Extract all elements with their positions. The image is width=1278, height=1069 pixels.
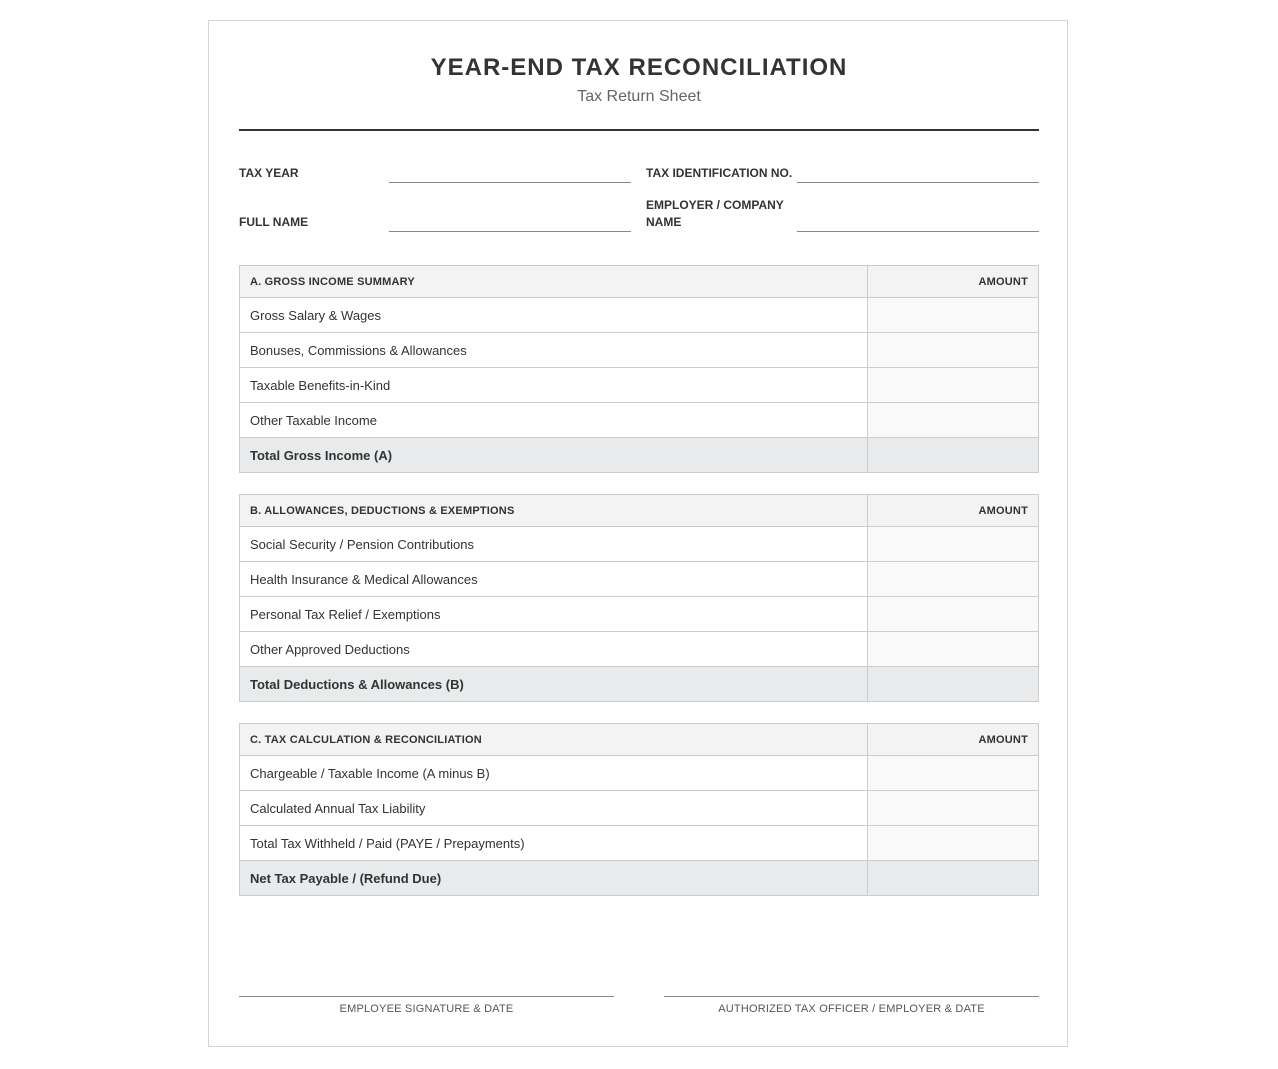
full-name-underline (389, 231, 631, 232)
employer-input[interactable] (797, 211, 1039, 231)
employer-label-line1: EMPLOYER / COMPANY (646, 198, 784, 212)
row-label: Bonuses, Commissions & Allowances (240, 333, 868, 368)
amount-input[interactable] (868, 298, 1038, 332)
section-header-row (240, 724, 1039, 756)
section-title: B. ALLOWANCES, DEDUCTIONS & EXEMPTIONS (240, 495, 868, 527)
employer-underline (797, 231, 1039, 232)
amount-input[interactable] (868, 597, 1038, 631)
amount-input[interactable] (868, 527, 1038, 561)
amount-cell (868, 403, 1039, 438)
amount-cell (868, 298, 1039, 333)
amount-column-header: AMOUNT (868, 266, 1039, 298)
row-label: Taxable Benefits-in-Kind (240, 368, 868, 403)
amount-input[interactable] (868, 562, 1038, 596)
table-row (240, 368, 1039, 403)
employee-signature-block[interactable] (239, 996, 614, 1015)
table-row (240, 756, 1039, 791)
tax-id-label: TAX IDENTIFICATION NO. (646, 166, 793, 180)
table-row (240, 826, 1039, 861)
table-row (240, 527, 1039, 562)
total-amount-cell (868, 438, 1039, 473)
document-subtitle: Tax Return Sheet (577, 88, 701, 105)
total-label: Total Gross Income (A) (240, 438, 868, 473)
table-row (240, 298, 1039, 333)
amount-input[interactable] (868, 403, 1038, 437)
employee-signature-label: EMPLOYEE SIGNATURE & DATE (339, 1003, 514, 1015)
officer-signature-block[interactable] (664, 996, 1039, 1015)
table-row (240, 333, 1039, 368)
deductions-table (239, 494, 1039, 702)
total-amount-input[interactable] (868, 861, 1038, 895)
row-label: Other Taxable Income (240, 403, 868, 438)
section-header-row (240, 266, 1039, 298)
table-row (240, 597, 1039, 632)
amount-cell (868, 791, 1039, 826)
tax-id-underline (797, 182, 1039, 183)
total-row (240, 667, 1039, 702)
tax-id-input[interactable] (797, 162, 1039, 182)
row-label: Personal Tax Relief / Exemptions (240, 597, 868, 632)
tax-year-input[interactable] (389, 162, 631, 182)
amount-cell (868, 333, 1039, 368)
amount-column-header: AMOUNT (868, 495, 1039, 527)
table-row (240, 403, 1039, 438)
amount-input[interactable] (868, 791, 1038, 825)
row-label: Health Insurance & Medical Allowances (240, 562, 868, 597)
document-title: YEAR-END TAX RECONCILIATION (430, 54, 848, 81)
total-amount-input[interactable] (868, 438, 1038, 472)
section-title: A. GROSS INCOME SUMMARY (240, 266, 868, 298)
amount-cell (868, 597, 1039, 632)
total-amount-input[interactable] (868, 667, 1038, 701)
employer-label (646, 197, 784, 231)
amount-cell (868, 368, 1039, 403)
officer-signature-label: AUTHORIZED TAX OFFICER / EMPLOYER & DATE (718, 1003, 985, 1015)
amount-input[interactable] (868, 632, 1038, 666)
sheet-content (239, 21, 1039, 1015)
section-title: C. TAX CALCULATION & RECONCILIATION (240, 724, 868, 756)
total-row (240, 438, 1039, 473)
taxpayer-info-fields (239, 131, 1039, 251)
employer-label-line2: NAME (646, 215, 682, 229)
amount-input[interactable] (868, 368, 1038, 402)
employee-signature-line[interactable] (239, 996, 614, 997)
amount-cell (868, 562, 1039, 597)
amount-column-header: AMOUNT (868, 724, 1039, 756)
row-label: Chargeable / Taxable Income (A minus B) (240, 756, 868, 791)
table-row (240, 791, 1039, 826)
table-row (240, 562, 1039, 597)
amount-cell (868, 756, 1039, 791)
full-name-label: FULL NAME (239, 215, 309, 229)
row-label: Total Tax Withheld / Paid (PAYE / Prepayments) (240, 826, 868, 861)
tax-year-underline (389, 182, 631, 183)
row-label: Other Approved Deductions (240, 632, 868, 667)
amount-input[interactable] (868, 333, 1038, 367)
amount-cell (868, 826, 1039, 861)
row-label: Social Security / Pension Contributions (240, 527, 868, 562)
tax-year-label: TAX YEAR (239, 166, 299, 180)
amount-cell (868, 527, 1039, 562)
gross-income-table (239, 265, 1039, 473)
amount-input[interactable] (868, 826, 1038, 860)
officer-signature-line[interactable] (664, 996, 1039, 997)
amount-input[interactable] (868, 756, 1038, 790)
section-header-row (240, 495, 1039, 527)
total-amount-cell (868, 667, 1039, 702)
total-label: Net Tax Payable / (Refund Due) (240, 861, 868, 896)
row-label: Calculated Annual Tax Liability (240, 791, 868, 826)
row-label: Gross Salary & Wages (240, 298, 868, 333)
total-label: Total Deductions & Allowances (B) (240, 667, 868, 702)
full-name-input[interactable] (389, 211, 631, 231)
total-row (240, 861, 1039, 896)
table-row (240, 632, 1039, 667)
tax-return-sheet (208, 20, 1068, 1047)
total-amount-cell (868, 861, 1039, 896)
tax-calculation-table (239, 723, 1039, 896)
amount-cell (868, 632, 1039, 667)
